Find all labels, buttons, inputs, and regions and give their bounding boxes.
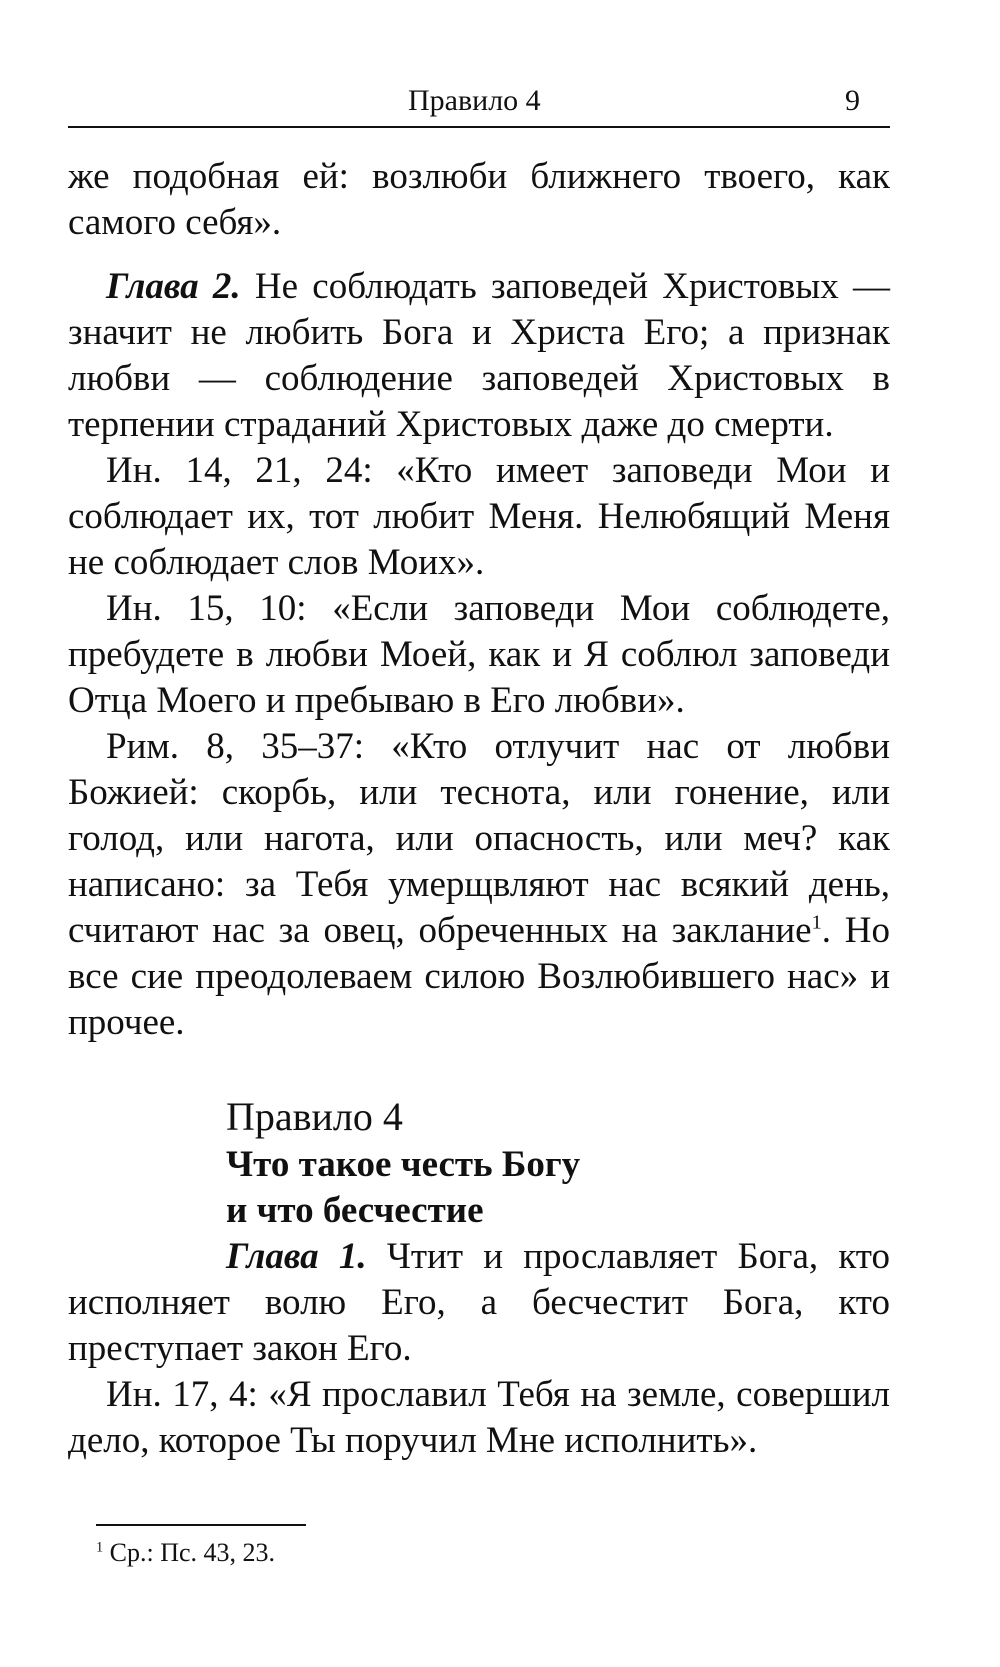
chapter-label: Глава 1. — [226, 1236, 367, 1277]
quote-text-end: . Но все сие преодолеваем силою Возлюбившего нас» и прочее. — [68, 910, 890, 1043]
chapter-label: Глава 2. — [106, 266, 241, 307]
running-header — [68, 82, 890, 128]
rule-subtitle-line-2: и что бесчестие — [226, 1190, 484, 1231]
footnote-text: Ср.: Пс. 43, 23. — [103, 1538, 276, 1567]
paragraph-chapter-2 — [68, 264, 890, 448]
paragraph-quote-john-17: Ин. 17, 4: «Я прославил Тебя на земле, совершил дело, которое Ты поручил Мне исполнить». — [68, 1374, 890, 1461]
footnote-divider — [96, 1524, 306, 1526]
paragraph-continuation: же подобная ей: возлюби ближнего твоего, как самого себя». — [68, 156, 890, 243]
chapter-text: Чтит и прославляет Бога, кто исполняет волю Его, а бесчестит Бога, кто преступает закон Его. — [68, 1236, 890, 1369]
running-title: Правило 4 — [408, 84, 541, 117]
paragraph-quote-john-15: Ин. 15, 10: «Если заповеди Мои соблюдете, пребудете в любви Моей, как и Я соблюл заповеди Отца Моего и пребываю в Его любви». — [68, 588, 890, 721]
rule-title: Правило 4 — [226, 1094, 403, 1139]
paragraph-chapter-1 — [68, 1234, 890, 1372]
footnote — [96, 1538, 275, 1568]
chapter-text: Не соблюдать заповедей Христовых — значит не любить Бога и Христа Его; а признак любви — соблюдение заповедей Христовых в терпении страданий Христовых даже до смерти. — [68, 266, 890, 445]
rule-heading — [226, 1092, 890, 1234]
paragraph-quote-romans-8 — [68, 724, 890, 1046]
page-number: 9 — [845, 84, 860, 117]
paragraph-quote-john-14: Ин. 14, 21, 24: «Кто имеет заповеди Мои и соблюдает их, тот любит Меня. Нелюбящий Меня не соблюдает слов Моих». — [68, 450, 890, 583]
rule-subtitle-line-1: Что такое честь Богу — [226, 1144, 581, 1185]
footnote-marker: 1 — [96, 1539, 104, 1556]
footnote-ref: 1 — [811, 911, 822, 934]
quote-text: Рим. 8, 35–37: «Кто отлучит нас от любви Божией: скорбь, или теснота, или гонение, или голод, или нагота, или опасность, или меч? как написано: за Тебя умерщвляют нас всякий день, считают нас за овец, обреченных на заклание — [68, 726, 890, 951]
body-text — [68, 154, 890, 1464]
